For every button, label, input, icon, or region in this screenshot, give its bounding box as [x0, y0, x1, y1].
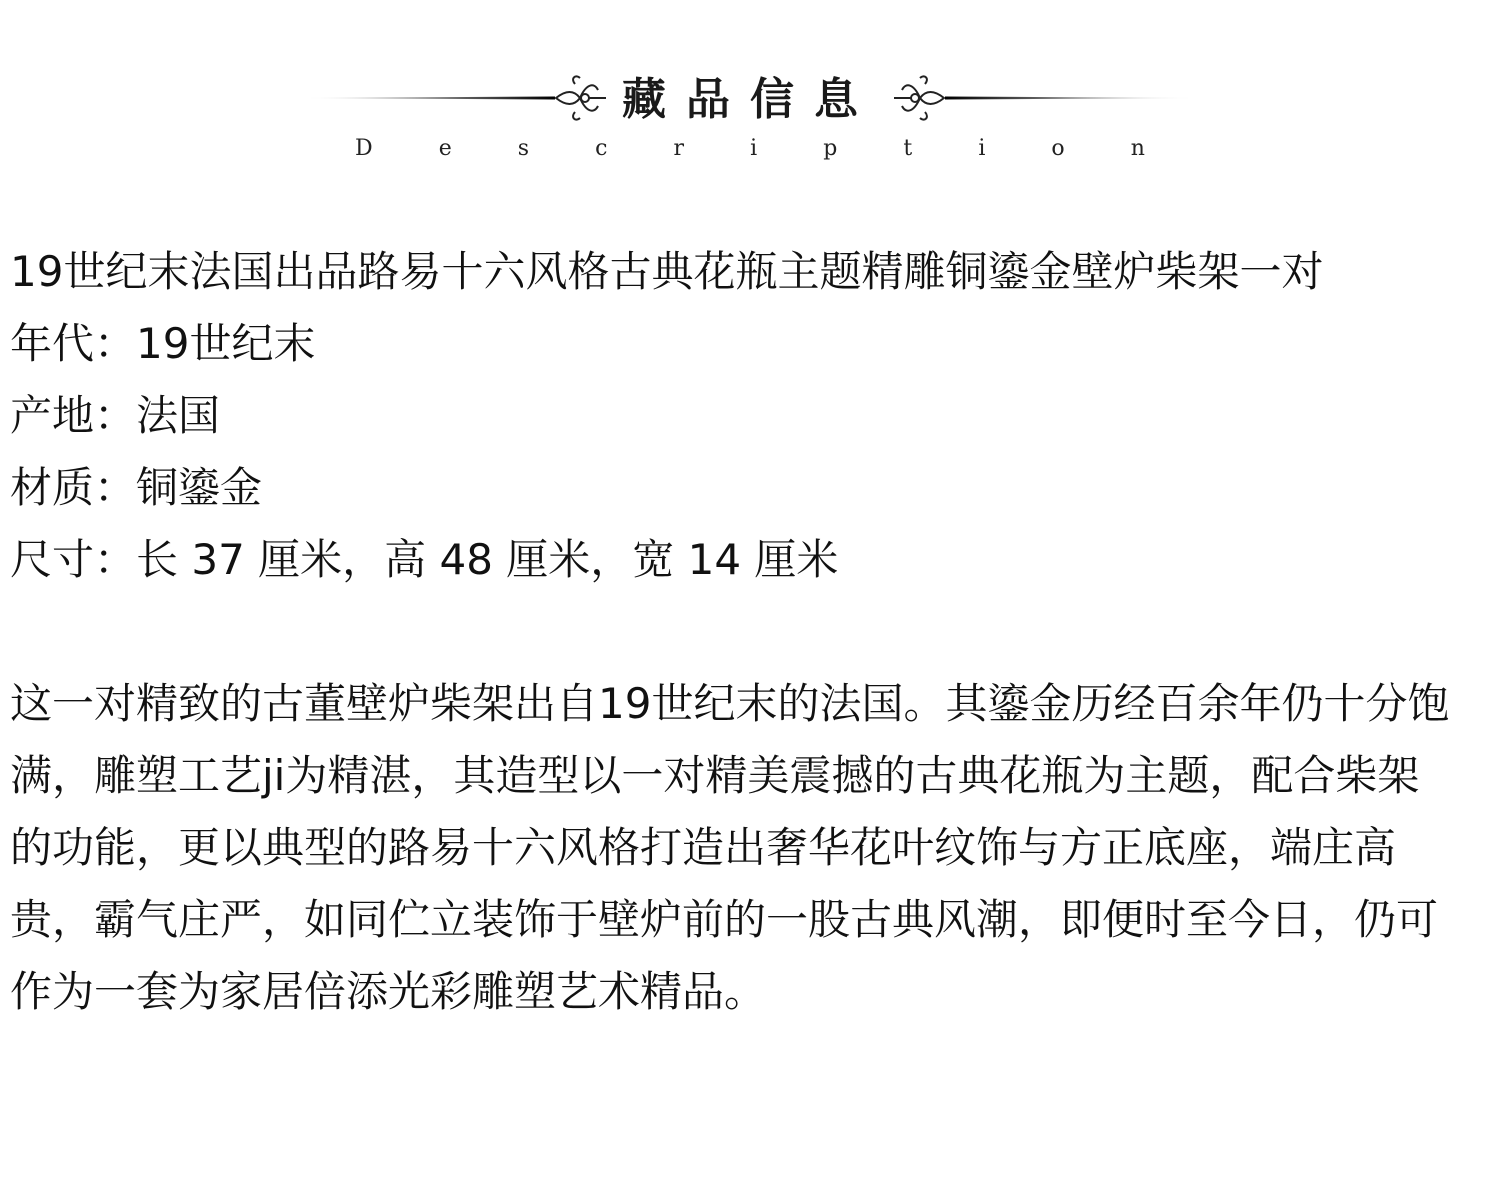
subtitle-letter: n — [1130, 136, 1145, 161]
subtitle-letter: i — [978, 136, 986, 161]
subtitle-letter: e — [438, 136, 452, 161]
item-material: 材质：铜鎏金 — [10, 463, 263, 512]
section-subtitle — [355, 136, 1145, 162]
item-name: 19世纪末法国出品路易十六风格古典花瓶主题精雕铜鎏金壁炉柴架一对 — [10, 247, 1324, 296]
subtitle-letter: c — [595, 136, 608, 161]
section-header — [0, 0, 1500, 190]
item-era: 年代：19世纪末 — [10, 319, 316, 368]
subtitle-letter: D — [355, 136, 373, 161]
subtitle-letter: o — [1051, 136, 1065, 161]
section-title: 藏品信息 — [622, 74, 878, 125]
collection-info — [10, 236, 1450, 1028]
subtitle-letter: r — [673, 136, 685, 161]
subtitle-letter: t — [903, 136, 913, 161]
subtitle-letter: i — [750, 136, 758, 161]
item-description: 这一对精致的古董壁炉柴架出自19世纪末的法国。其鎏金历经百余年仍十分饱满，雕塑工艺ji为精湛，其造型以一对精美震撼的古典花瓶为主题，配合柴架的功能，更以典型的路易十六风格打造出奢华花叶纹饰与方正底座，端庄高贵，霸气庄严，如同伫立装饰于壁炉前的一股古典风潮，即便时至今日，仍可作为一套为家居倍添光彩雕塑艺术精品。 — [10, 679, 1450, 1016]
item-origin: 产地：法国 — [10, 391, 221, 440]
subtitle-letter: p — [823, 136, 838, 161]
item-size: 尺寸：长 37 厘米，高 48 厘米，宽 14 厘米 — [10, 535, 839, 584]
spacer — [10, 596, 1450, 668]
subtitle-letter: s — [517, 136, 530, 161]
